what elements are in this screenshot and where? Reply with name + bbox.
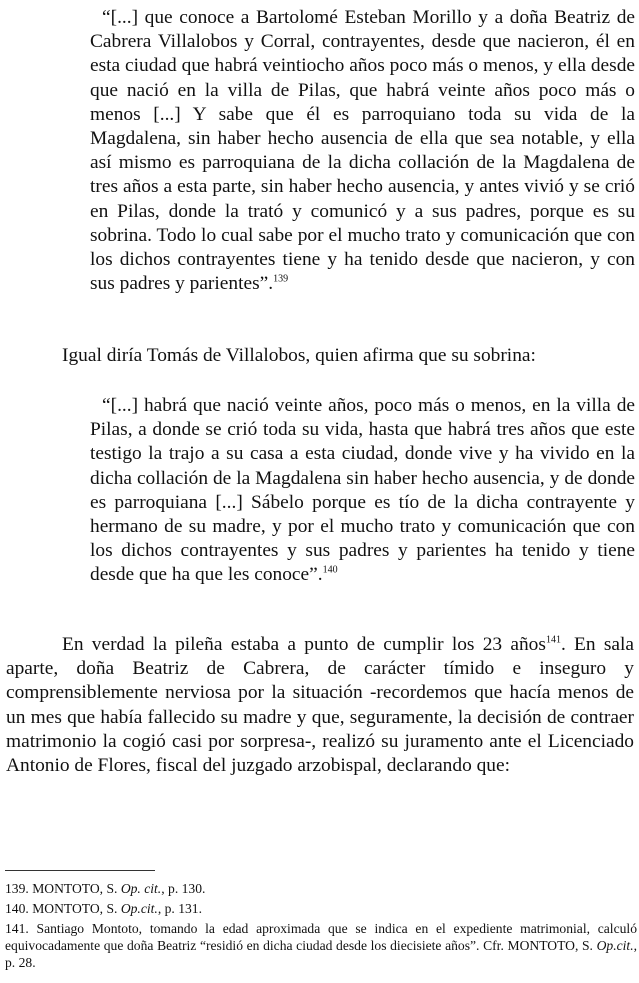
footnote-141: [5, 920, 637, 972]
footnote-text: , p. 131.: [157, 901, 202, 916]
footnote-text: 139. MONTOTO, S.: [5, 881, 121, 896]
block-quote-witness-1: [90, 6, 635, 296]
footnote-ref-141: 141: [545, 634, 561, 646]
footnote-139: [5, 880, 637, 897]
block-quote-witness-2: [90, 394, 635, 588]
paragraph-text-part1: En verdad la pileña estaba a punto de cumplir los 23 años: [62, 634, 546, 655]
footnote-italic: Op.cit.: [596, 938, 634, 954]
footnote-italic: Op.cit.: [120, 901, 158, 916]
footnote-ref-139: 139: [273, 273, 289, 285]
footnote-divider: [5, 870, 155, 871]
footnote-text: 141. Santiago Montoto, tomando la edad aproximada que se indica en el expediente matrimonial, calculó equivocadamente que doña Beatriz “residió en dicha ciudad desde los diecisiete años”. Cfr. MONTOTO, S.: [5, 921, 637, 954]
body-paragraph: [6, 633, 634, 778]
footnote-140: [5, 900, 637, 917]
quote-text: “[...] que conoce a Bartolomé Esteban Morillo y a doña Beatriz de Cabrera Villalobos y Corral, contrayentes, desde que nacieron, él en esta ciudad que habrá veintiocho años poco más o menos, y ella desde que nació en la villa de Pilas, que habrá veinte años poco más o menos [...] Y sabe que él es parroquiano toda su vida de la Magdalena, sin haber hecho ausencia de ella que sea notable, y ella así mismo es parroquiana de la dicha collación de la Magdalena de tres años a esta parte, sin haber hecho ausencia, y antes vivió y se crió en Pilas, donde la trató y comunicó y a sus padres, porque es su sobrina. Todo lo cual sabe por el mucho trato y comunicación que con los dichos contrayentes tiene y ha tenido desde que nacieron, y con sus padres y parientes”.: [90, 7, 635, 295]
footnote-ref-140: 140: [322, 564, 338, 576]
footnote-text: 140. MONTOTO, S.: [5, 901, 121, 916]
intro-paragraph: Igual diría Tomás de Villalobos, quien afirma que su sobrina:: [62, 345, 536, 366]
footnote-text: , p. 130.: [161, 881, 206, 896]
footnote-italic: Op. cit.: [120, 881, 162, 896]
paragraph-text-part2: . En sala aparte, doña Beatriz de Cabrera, de carácter tímido e inseguro y comprensiblemente nerviosa por la situación -recordemos que hacía menos de un mes que había fallecido su madre y que, seguramente, la decisión de contraer matrimonio la cogió casi por sorpresa-, realizó su juramento ante el Licenciado Antonio de Flores, fiscal del juzgado arzobispal, declarando que:: [6, 634, 634, 777]
footnote-text: , p. 28.: [5, 938, 637, 971]
quote-text: “[...] habrá que nació veinte años, poco más o menos, en la villa de Pilas, a donde se crió toda su vida, hasta que habrá tres años que este testigo la trajo a su casa a esta ciudad, donde vive y ha vivido en la dicha collación de la Magdalena sin haber hecho ausencia, y de donde es parroquiana [...] Sábelo porque es tío de la dicha contrayente y hermano de su madre, y por el mucho trato y comunicación que con los dichos contrayentes y sus padres y parientes ha tenido y tiene desde que ha que les conoce”.: [90, 395, 635, 586]
